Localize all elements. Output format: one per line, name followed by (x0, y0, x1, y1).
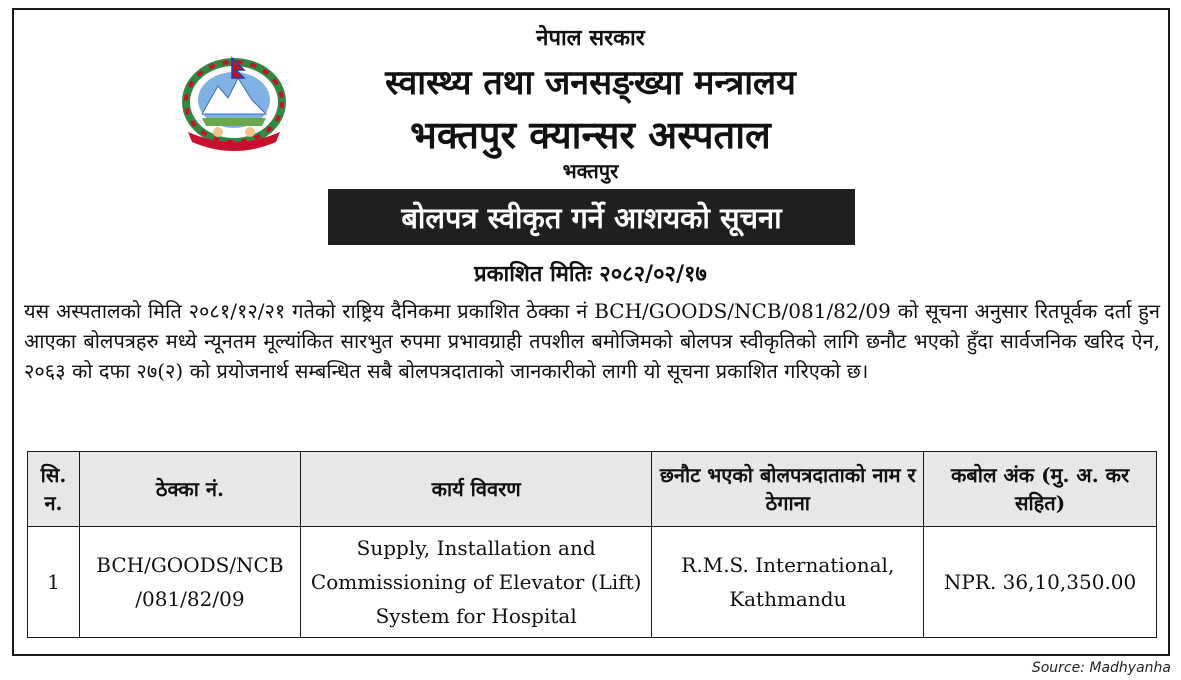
notice-title: बोलपत्र स्वीकृत गर्ने आशयको सूचना (401, 200, 782, 235)
cell-contract-no: BCH/GOODS/NCB /081/82/09 (79, 527, 300, 638)
place-name: भक्तपुर (562, 159, 619, 183)
cell-serial: 1 (28, 527, 80, 638)
notice-body: यस अस्पतालको मिति २०८१/१२/२१ गतेको राष्ट्रिय दैनिकमा प्रकाशित ठेक्का नं BCH/GOODS/NCB/081/82/09 को सूचना अनुसार रितपूर्वक दर्ता हुन आएका बोलपत्रहरु मध्ये न्यूनतम मूल्यांकित सारभुत रुपमा प्रभावग्राही तपशील बमोजिमको बोलपत्र स्वीकृतिको लागि छनौट भएको हुँदा सार्वजनिक खरिद ऐन, २०६३ को दफा २७(२) को प्रयोजनार्थ सम्बन्धित सबै बोलपत्रदाताको जानकारीको लागी यो सूचना प्रकाशित गरिएको छ। (24, 299, 1160, 383)
government-name: नेपाल सरकार (536, 25, 645, 51)
header-contract-no: ठेक्का नं. (79, 452, 300, 527)
cell-bidder: R.M.S. International, Kathmandu (652, 527, 924, 638)
table-row (28, 527, 1157, 638)
published-date: प्रकाशित मितिः २०८२/०२/१७ (474, 261, 707, 287)
header-bid-amount: कबोल अंक (मु. अ. कर सहित) (924, 452, 1157, 527)
hospital-name: भक्तपुर क्यान्सर अस्पताल (410, 112, 771, 157)
ministry-name: स्वास्थ्य तथा जनसङ्ख्या मन्त्रालय (385, 63, 796, 103)
award-table (27, 451, 1157, 638)
header-serial: सि. न. (28, 452, 80, 527)
table-header-row (28, 452, 1157, 527)
header-bidder: छनौट भएको बोलपत्रदाताको नाम र ठेगाना (652, 452, 924, 527)
header-work-description: कार्य विवरण (300, 452, 652, 527)
cell-work-description: Supply, Installation and Commissioning of Elevator (Lift) System for Hospital (300, 527, 652, 638)
notice-title-banner (328, 189, 855, 245)
cell-bid-amount: NPR. 36,10,350.00 (924, 527, 1157, 638)
source-credit: Source: Madhyanha (1031, 660, 1171, 676)
